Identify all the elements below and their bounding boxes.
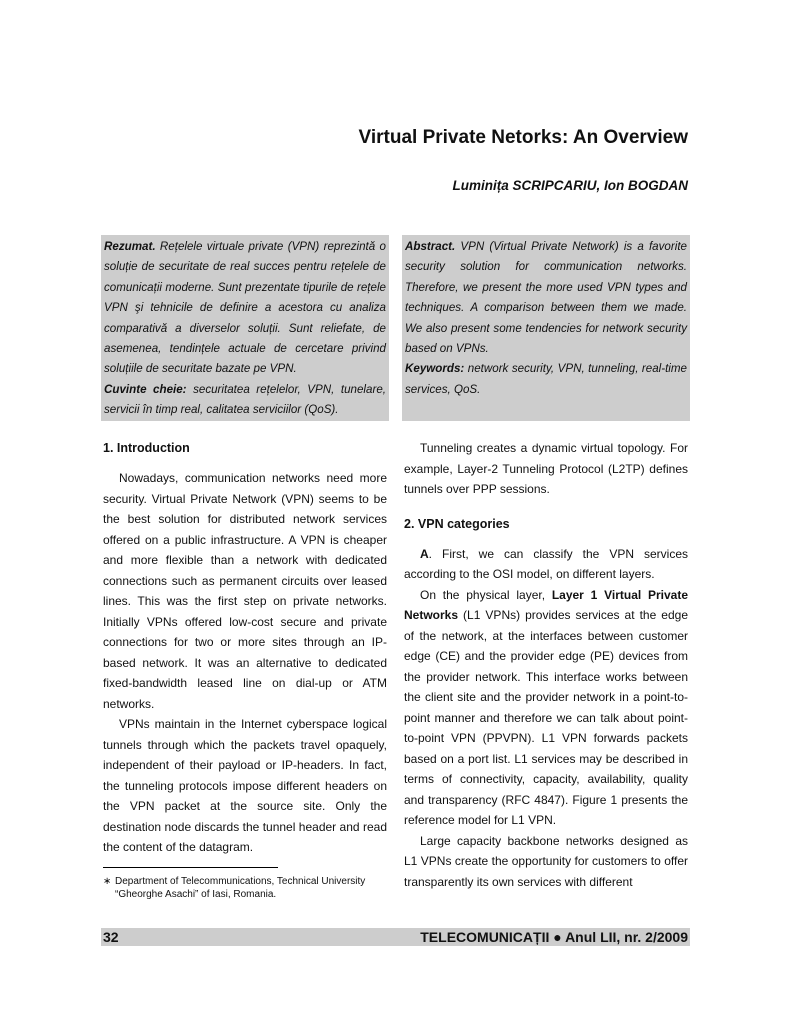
right-column — [404, 438, 688, 892]
keywords-label: Keywords: — [405, 362, 465, 376]
backbone-paragraph: Large capacity backbone networks designed as L1 VPNs create the opportunity for customers to offer transparently its own services with different — [404, 833, 688, 889]
abstract-text: VPN (Virtual Private Network) is a favorite security solution for communication networks. Therefore, we present the more used VPN types and techniques. A comparison between them we made. We also present some tendencies for network security based on VPNs. — [405, 240, 687, 356]
left-column — [103, 438, 387, 858]
keywords-text: network security, VPN, tunneling, real-time services, QoS. — [405, 362, 687, 396]
paper-authors: Luminița SCRIPCARIU, Ion BOGDAN — [452, 178, 688, 193]
item-a-text: . First, we can classify the VPN services according to the OSI model, on different layers. — [404, 546, 688, 581]
paper-title: Virtual Private Netorks: An Overview — [358, 127, 688, 148]
page-number: 32 — [103, 929, 119, 945]
l1-vpn-post: (L1 VPNs) provides services at the edge of the network, at the interfaces between customer edge (CE) and the provider edge (PE) devices from the provider network. This interface works between the client site and the provider network in a point-to-point manner and therefore we can talk about point-to-point VPN (PPVPN). L1 VPN forwards packets based on a port list. L1 services may be described in terms of connectivity, capacity, availability, quality and transparency (RFC 4847). Figure 1 presents the reference model for L1 VPN. — [404, 608, 688, 827]
intro-paragraph-1: Nowadays, communication networks need more security. Virtual Private Network (VPN) seems to be the best solution for distributed network services offered on a public infrastructure. A VPN is cheaper and more flexible than a network with dedicated connections such as permanent circuits over leased lines. This was the first step on private networks. Initially VPNs offered low-cost secure and private connections for two or more sites through an IP-based network. It was an alternative to dedicated fixed-bandwidth leased line on dial-up or ATM networks. — [103, 471, 387, 711]
abstract-label: Abstract. — [405, 240, 456, 253]
abstract-box — [402, 235, 690, 421]
cuvinte-cheie-label: Cuvinte cheie: — [104, 382, 187, 396]
vpn-categories-paragraph-a — [404, 544, 688, 585]
section2-heading: 2. VPN categories — [404, 516, 510, 531]
footnote-line1: Department of Telecommunications, Technical University — [115, 876, 366, 887]
cuvinte-cheie-text: securitatea rețelelor, VPN, tunelare, servicii în timp real, calitatea serviciilor (QoS). — [104, 382, 386, 417]
l1-vpn-term: Layer 1 Virtual Private Networks — [404, 587, 688, 622]
item-a-label: A — [420, 546, 429, 561]
l1-vpn-paragraph — [404, 585, 688, 831]
footnote-rule — [103, 867, 278, 868]
rezumat-text: Rețelele virtuale private (VPN) reprezintă o soluție de securitate de real succes pentru rețelele de comunicații moderne. Sunt prezentate tipurile de rețele VPN şi tehnicile de definire a acestora cu analiza comparativă a diverselor soluții. Sunt reliefate, de asemenea, tendințele actuale de cercetare privind soluțiile de securitate bazate pe VPN. — [104, 240, 386, 376]
l1-vpn-pre: On the physical layer, — [420, 587, 552, 602]
rezumat-label: Rezumat. — [104, 240, 156, 253]
footnote-mark: ∗ — [103, 876, 112, 887]
page-footer — [101, 928, 690, 946]
footnote-line2: “Gheorghe Asachi” of Iasi, Romania. — [115, 889, 277, 900]
rezumat-box — [101, 235, 389, 421]
section1-heading: 1. Introduction — [103, 441, 190, 455]
footnote — [103, 875, 387, 901]
intro-paragraph-2: VPNs maintain in the Internet cyberspace logical tunnels through which the packets travel opaquely, independent of their payload or IP-headers. In fact, the tunneling protocols impose different headers on the VPN packet at the source site. Only the destination node discards the tunnel header and read the content of the datagram. — [103, 717, 387, 854]
journal-name: TELECOMUNICAȚII ● Anul LII, nr. 2/2009 — [420, 929, 688, 945]
intro-paragraph-3: Tunneling creates a dynamic virtual topology. For example, Layer-2 Tunneling Protocol (L2TP) defines tunnels over PPP sessions. — [404, 441, 688, 496]
